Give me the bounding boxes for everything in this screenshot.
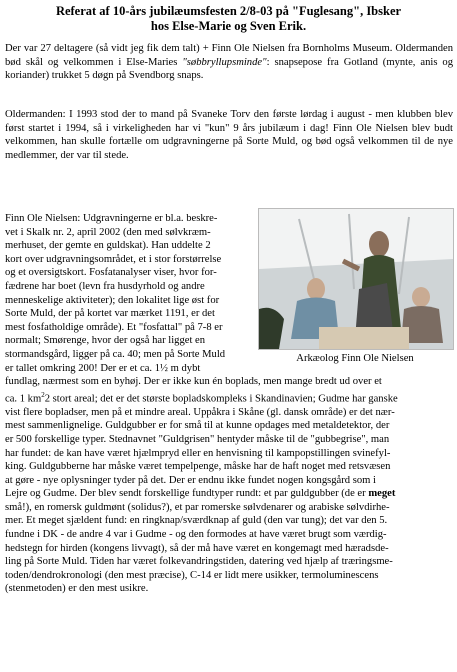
document-title bbox=[0, 4, 457, 34]
body-line: king. Guldgubberne har måske været tempelpenge, måske har de haft noget med retsvæsen bbox=[5, 461, 391, 473]
archaeologist-photo bbox=[258, 208, 454, 350]
body-line: fundlag, nærmest som en byhøj. Der er ikke kun én boplads, men mange bredt ud over et bbox=[5, 376, 382, 387]
column-line: Sorte Muld, der på kortet var mærket 1191, er det bbox=[5, 308, 215, 320]
column-line: merhuset, der gemte en guldskat). Han uddelte 2 bbox=[5, 240, 211, 252]
body-line: toden/dendrokronologi (den mest præcise), C-14 er lidt mere usikker, termoluminescens bbox=[5, 569, 379, 581]
column-text bbox=[5, 212, 255, 375]
intro-text-b: : snapsepose fra Gotland (mynte, anis og koriander) trukket 5 døgn på Svendborg snaps. bbox=[5, 56, 453, 82]
photo-caption: Arkæolog Finn Ole Nielsen bbox=[296, 353, 414, 364]
intro-emphasis: "søbbryllupsminde" bbox=[182, 56, 267, 68]
paragraph-intro bbox=[5, 42, 453, 83]
body-line: vist flere bopladser, men på et mindre areal. Uppåkra i Skåne (gl. dansk område) er det nær- bbox=[5, 406, 395, 418]
body-line-part: 2 stort areal; det er det største bopladskompleks i Skandinavien; Gudme har ganske bbox=[44, 393, 398, 405]
body-line: små!), en romersk guldmønt (solidus?), et par romerske sølvdenarer og arabiske sølvdirhe- bbox=[5, 501, 390, 513]
body-line bbox=[5, 389, 453, 406]
photo-illustration bbox=[259, 209, 453, 349]
column-line: menneskelige aktiviteter); den lokalitet lige øst for bbox=[5, 294, 220, 306]
continued-text bbox=[5, 375, 453, 596]
body-line: fundne i DK - de andre 4 var i Gudme - og den formodes at have været brugt som værdig- bbox=[5, 529, 387, 541]
bold-word: meget bbox=[368, 488, 396, 500]
body-line: har fundet: de kan have været hjælmpryd eller en henvisning til kampopstillingen svinefyl- bbox=[5, 447, 391, 459]
body-line bbox=[5, 487, 453, 501]
body-line: er 500 forskellige typer. Stednavnet "Guldgrisen" hentyder måske til de "gubbegrise", man bbox=[5, 433, 390, 445]
column-line: er tallet omkring 200! Der er et ca. 1½ m dybt bbox=[5, 362, 201, 374]
body-line-part: ca. 1 km bbox=[5, 393, 42, 405]
body-line: mest sammenlignelige. Guldgubber er for små til at kunne opdages med metaldetektor, der bbox=[5, 420, 390, 432]
title-line-2: hos Else-Marie og Sven Erik. bbox=[150, 19, 307, 33]
body-line-part: Lejre og Gudme. Der blev sendt forskellige fundtyper rundt: et par guldgubber (de er bbox=[5, 488, 369, 500]
column-line: vet i Skalk nr. 2, april 2002 (den med sølvkræm- bbox=[5, 226, 211, 238]
body-line: at gøre - nye oplysninger tyder på det. Der er endnu ikke fundet nogen kongsgård som i bbox=[5, 474, 376, 486]
column-line: stormandsgård, ligger på ca. 40; men på Sorte Muld bbox=[5, 348, 226, 360]
column-line: fædrene har boet (levn fra husdyrhold og andre bbox=[5, 280, 205, 292]
title-line-1: Referat af 10-års jubilæumsfesten 2/8-03 på "Fuglesang", Ibsker bbox=[55, 4, 402, 18]
column-line: og et oversigtskort. Fosfatanalyser viser, hvor for- bbox=[5, 267, 217, 279]
body-line: (stenmetoden) er den mest usikre. bbox=[5, 583, 149, 595]
paragraph-oldermand: Oldermanden: I 1993 stod der to mand på Svaneke Torv den første lørdag i august - men klubben blev først startet i 1994, så i virkeligheden har vi "kun" 9 års jubilæum i dag! Finn Ole Nielsen blev budt velkommen, han skulle fortælle om udgravningerne på Sorte Muld, og bød også velkommen til de nye medlemmer, der var til stede. bbox=[5, 109, 453, 161]
column-line: kort over udgravningsområdet, et i stor forstørrelse bbox=[5, 253, 222, 265]
column-line: mest fosfatholdige område). Et "fosfattal" på 7-8 er bbox=[5, 321, 223, 333]
body-line: ling på Sorte Muld. Tiden har været folkevandringstiden, datering ved hjælp af træringsme- bbox=[5, 556, 393, 568]
body-line: mer. Et meget sjældent fund: en ringknap/sværdknap af guld (den var tung); det var den 5. bbox=[5, 515, 388, 527]
body-line: hedstegn for hirden (kongens livvagt), så der må have været en kongemagt med hæradsde- bbox=[5, 542, 389, 554]
column-line: Finn Ole Nielsen: Udgravningerne er bl.a. beskre- bbox=[5, 213, 218, 224]
intro-text-a: Der var 27 deltagere (så vidt jeg fik dem talt) + Finn Ole Nielsen fra Bornholms Museum. Oldermanden bød skål og velkommen i Else-Maries bbox=[5, 43, 453, 68]
column-line: normalt; Smørenge, hvor der også har ligget en bbox=[5, 335, 206, 347]
superscript-2: 2 bbox=[41, 390, 45, 399]
